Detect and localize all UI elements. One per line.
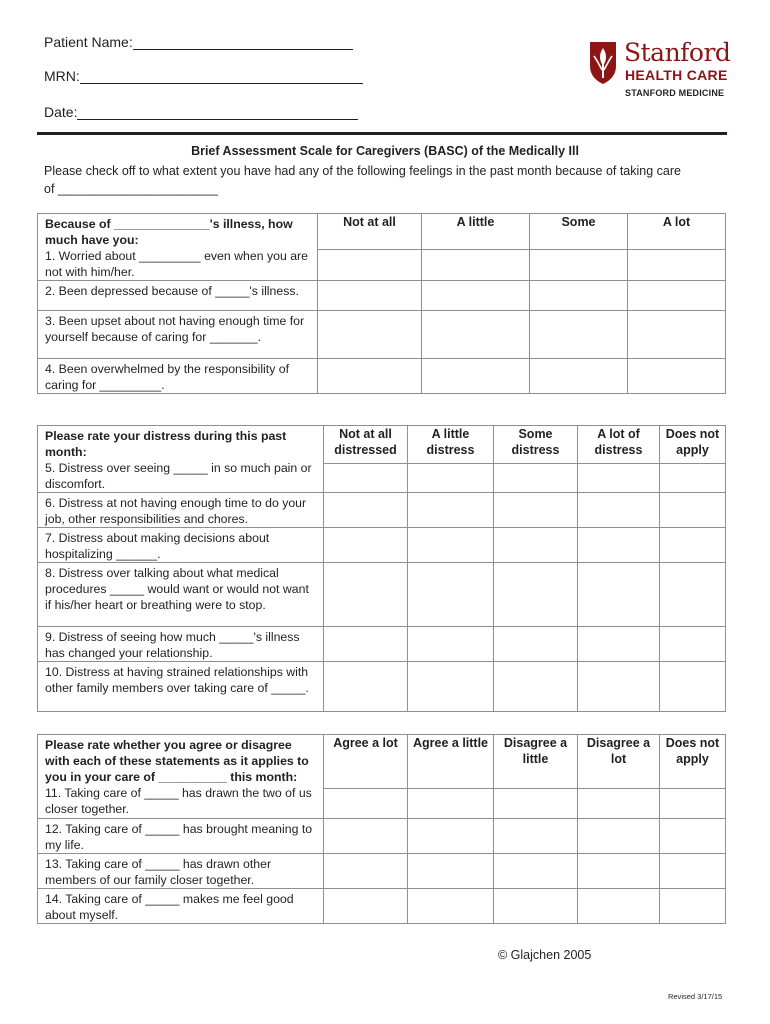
section3-col-header: Does not apply (660, 735, 726, 789)
answer-checkbox[interactable] (530, 281, 628, 311)
section2-col-header: Not at all distressed (324, 426, 408, 464)
section1-col-header: A little (422, 214, 530, 250)
section1-item: 2. Been depressed because of _____'s illness. (38, 281, 318, 311)
mrn-field[interactable] (44, 68, 363, 84)
section2-col-header: A lot of distress (578, 426, 660, 464)
answer-checkbox[interactable] (628, 359, 726, 394)
answer-checkbox[interactable] (578, 528, 660, 563)
section1-item: 3. Been upset about not having enough time for yourself because of caring for _______. (38, 311, 318, 359)
section3-col-header: Agree a little (408, 735, 494, 789)
answer-checkbox[interactable] (318, 311, 422, 359)
answer-checkbox[interactable] (494, 889, 578, 924)
answer-checkbox[interactable] (324, 854, 408, 889)
section1-table (37, 213, 726, 394)
section1-col-header: A lot (628, 214, 726, 250)
section3-item: 13. Taking care of _____ has drawn other members of our family closer together. (38, 854, 324, 889)
answer-checkbox[interactable] (324, 627, 408, 662)
section2-question-cell (38, 426, 324, 493)
answer-checkbox[interactable] (494, 464, 578, 493)
logo-stanford-medicine: STANFORD MEDICINE (625, 88, 725, 98)
date-field[interactable] (44, 104, 358, 120)
answer-checkbox[interactable] (660, 662, 726, 712)
section2-col-header: A little distress (408, 426, 494, 464)
section2-table (37, 425, 726, 712)
logo-name: Stanford (624, 38, 731, 67)
answer-checkbox[interactable] (324, 528, 408, 563)
answer-checkbox[interactable] (408, 854, 494, 889)
answer-checkbox[interactable] (408, 819, 494, 854)
answer-checkbox[interactable] (660, 854, 726, 889)
mrn-blank[interactable] (80, 69, 363, 84)
answer-checkbox[interactable] (324, 819, 408, 854)
answer-checkbox[interactable] (628, 250, 726, 281)
patient-name-field[interactable] (44, 34, 353, 50)
section1-col-header: Not at all (318, 214, 422, 250)
section3-item: 12. Taking care of _____ has brought meaning to my life. (38, 819, 324, 854)
answer-checkbox[interactable] (318, 281, 422, 311)
answer-checkbox[interactable] (660, 464, 726, 493)
section2-item: 7. Distress about making decisions about hospitalizing ______. (38, 528, 324, 563)
answer-checkbox[interactable] (578, 464, 660, 493)
answer-checkbox[interactable] (318, 359, 422, 394)
answer-checkbox[interactable] (324, 789, 408, 819)
logo-health-care: HEALTH CARE (625, 67, 728, 83)
answer-checkbox[interactable] (660, 563, 726, 627)
section2-item: 9. Distress of seeing how much _____'s illness has changed your relationship. (38, 627, 324, 662)
section2-question-header: Please rate your distress during this past month: (45, 429, 287, 459)
answer-checkbox[interactable] (628, 281, 726, 311)
answer-checkbox[interactable] (578, 627, 660, 662)
revised-date: Revised 3/17/15 (668, 992, 723, 1001)
answer-checkbox[interactable] (324, 464, 408, 493)
date-label: Date: (44, 104, 78, 120)
answer-checkbox[interactable] (578, 493, 660, 528)
section2-col-header: Does not apply (660, 426, 726, 464)
answer-checkbox[interactable] (408, 889, 494, 924)
section2-item: 10. Distress at having strained relationships with other family members over taking care of _____. (38, 662, 324, 712)
answer-checkbox[interactable] (494, 662, 578, 712)
answer-checkbox[interactable] (324, 563, 408, 627)
section3-question-header: Please rate whether you agree or disagree with each of these statements as it applies to you in your care of __________ this month: (45, 738, 309, 784)
answer-checkbox[interactable] (660, 493, 726, 528)
stanford-logo (588, 38, 731, 102)
answer-checkbox[interactable] (408, 528, 494, 563)
answer-checkbox[interactable] (422, 281, 530, 311)
section1-question-header: Because of ______________'s illness, how much have you: (45, 217, 293, 247)
answer-checkbox[interactable] (422, 359, 530, 394)
answer-checkbox[interactable] (494, 627, 578, 662)
section3-item: 14. Taking care of _____ makes me feel good about myself. (38, 889, 324, 924)
answer-checkbox[interactable] (494, 493, 578, 528)
answer-checkbox[interactable] (408, 789, 494, 819)
answer-checkbox[interactable] (578, 789, 660, 819)
section2-col-header: Some distress (494, 426, 578, 464)
answer-checkbox[interactable] (578, 563, 660, 627)
answer-checkbox[interactable] (660, 889, 726, 924)
answer-checkbox[interactable] (578, 662, 660, 712)
answer-checkbox[interactable] (408, 563, 494, 627)
section1-item: 4. Been overwhelmed by the responsibility of caring for _________. (38, 359, 318, 394)
answer-checkbox[interactable] (324, 889, 408, 924)
answer-checkbox[interactable] (530, 359, 628, 394)
section2-item: 6. Distress at not having enough time to do your job, other responsibilities and chores. (38, 493, 324, 528)
answer-checkbox[interactable] (660, 789, 726, 819)
patient-name-blank[interactable] (133, 35, 353, 50)
section3-table (37, 734, 726, 924)
section2-item: 5. Distress over seeing _____ in so much pain or discomfort. (45, 461, 312, 491)
stanford-shield-icon (588, 40, 618, 86)
answer-checkbox[interactable] (530, 250, 628, 281)
answer-checkbox[interactable] (494, 528, 578, 563)
form-intro: Please check off to what extent you have had any of the following feelings in the past month because of taking care of _______________________ (44, 164, 681, 196)
answer-checkbox[interactable] (578, 819, 660, 854)
answer-checkbox[interactable] (578, 889, 660, 924)
answer-checkbox[interactable] (422, 311, 530, 359)
copyright: © Glajchen 2005 (498, 948, 592, 962)
section3-col-header: Disagree a lot (578, 735, 660, 789)
form-title: Brief Assessment Scale for Caregivers (BASC) of the Medically Ill (191, 144, 579, 158)
answer-checkbox[interactable] (660, 819, 726, 854)
section3-item: 11. Taking care of _____ has drawn the two of us closer together. (45, 786, 312, 816)
answer-checkbox[interactable] (494, 854, 578, 889)
answer-checkbox[interactable] (324, 662, 408, 712)
mrn-label: MRN: (44, 68, 80, 84)
section3-col-header: Disagree a little (494, 735, 578, 789)
answer-checkbox[interactable] (530, 311, 628, 359)
section1-question-cell (38, 214, 318, 281)
answer-checkbox[interactable] (578, 854, 660, 889)
answer-checkbox[interactable] (494, 819, 578, 854)
answer-checkbox[interactable] (408, 493, 494, 528)
section2-item: 8. Distress over talking about what medical procedures _____ would want or would not want if his/her heart or breathing were to stop. (38, 563, 324, 627)
header-divider (37, 132, 727, 135)
section3-col-header: Agree a lot (324, 735, 408, 789)
answer-checkbox[interactable] (628, 311, 726, 359)
answer-checkbox[interactable] (318, 250, 422, 281)
answer-checkbox[interactable] (494, 563, 578, 627)
section1-item: 1. Worried about _________ even when you are not with him/her. (45, 249, 308, 279)
patient-name-label: Patient Name: (44, 34, 133, 50)
answer-checkbox[interactable] (494, 789, 578, 819)
answer-checkbox[interactable] (408, 627, 494, 662)
section1-col-header: Some (530, 214, 628, 250)
answer-checkbox[interactable] (324, 493, 408, 528)
date-blank[interactable] (77, 105, 358, 120)
answer-checkbox[interactable] (408, 662, 494, 712)
answer-checkbox[interactable] (422, 250, 530, 281)
answer-checkbox[interactable] (660, 528, 726, 563)
answer-checkbox[interactable] (408, 464, 494, 493)
answer-checkbox[interactable] (660, 627, 726, 662)
section3-question-cell (38, 735, 324, 819)
